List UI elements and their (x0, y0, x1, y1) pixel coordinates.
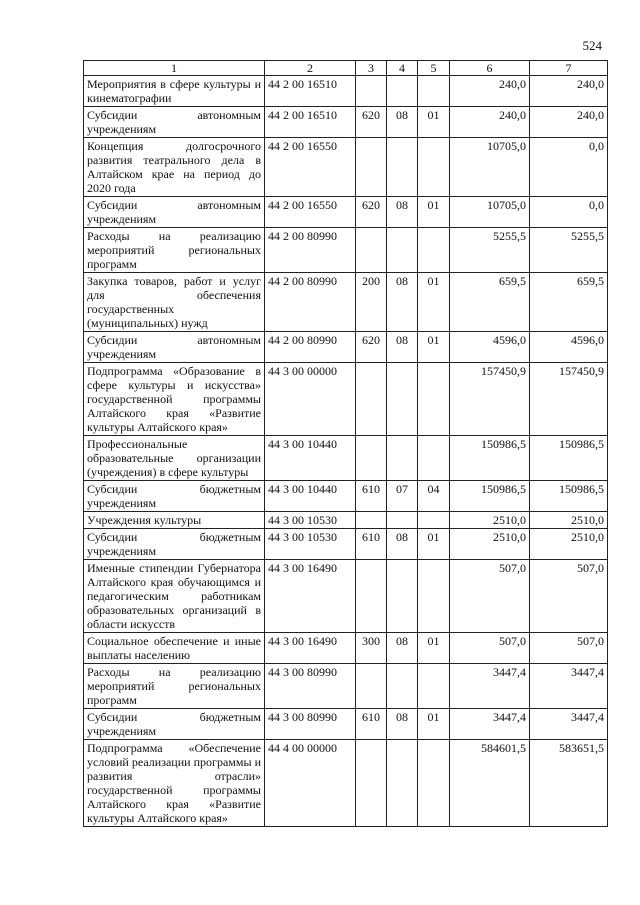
column-header: 6 (450, 61, 530, 76)
section-cell (387, 76, 418, 107)
table-row (84, 332, 608, 363)
amount-year-1-cell: 4596,0 (450, 332, 530, 363)
table-row (84, 512, 608, 529)
section-cell: 08 (387, 529, 418, 560)
amount-year-2-cell: 3447,4 (530, 664, 608, 709)
target-code-cell: 44 2 00 16510 (265, 107, 356, 138)
target-code-cell: 44 3 00 80990 (265, 664, 356, 709)
section-cell: 08 (387, 107, 418, 138)
target-code-cell: 44 4 00 00000 (265, 740, 356, 827)
amount-year-2-cell: 0,0 (530, 197, 608, 228)
row-name-cell: Подпрограмма «Образование в сфере культуры и искусства» государственной программы Алтайского края «Развитие культуры Алтайского края» (84, 363, 265, 436)
expense-type-cell (356, 512, 387, 529)
section-cell: 08 (387, 633, 418, 664)
subsection-cell: 01 (418, 709, 450, 740)
table-row (84, 76, 608, 107)
row-name-cell: Субсидии бюджетным учреждениям (84, 529, 265, 560)
section-cell (387, 436, 418, 481)
amount-year-1-cell: 157450,9 (450, 363, 530, 436)
amount-year-2-cell: 507,0 (530, 633, 608, 664)
amount-year-1-cell: 240,0 (450, 107, 530, 138)
amount-year-1-cell: 5255,5 (450, 228, 530, 273)
column-header: 2 (265, 61, 356, 76)
row-name-cell: Расходы на реализацию мероприятий региональных программ (84, 228, 265, 273)
amount-year-1-cell: 10705,0 (450, 197, 530, 228)
column-header: 4 (387, 61, 418, 76)
subsection-cell: 01 (418, 107, 450, 138)
target-code-cell: 44 2 00 80990 (265, 332, 356, 363)
amount-year-1-cell: 584601,5 (450, 740, 530, 827)
row-name-cell: Субсидии автономным учреждениям (84, 197, 265, 228)
section-cell (387, 560, 418, 633)
amount-year-2-cell: 150986,5 (530, 481, 608, 512)
amount-year-1-cell: 2510,0 (450, 529, 530, 560)
section-cell (387, 664, 418, 709)
expense-type-cell: 300 (356, 633, 387, 664)
amount-year-2-cell: 0,0 (530, 138, 608, 197)
target-code-cell: 44 3 00 16490 (265, 633, 356, 664)
table-row (84, 363, 608, 436)
subsection-cell (418, 228, 450, 273)
section-cell: 08 (387, 709, 418, 740)
subsection-cell: 01 (418, 332, 450, 363)
section-cell (387, 512, 418, 529)
section-cell: 08 (387, 332, 418, 363)
subsection-cell (418, 664, 450, 709)
table-row (84, 633, 608, 664)
amount-year-1-cell: 2510,0 (450, 512, 530, 529)
expense-type-cell: 620 (356, 332, 387, 363)
amount-year-1-cell: 3447,4 (450, 709, 530, 740)
subsection-cell: 01 (418, 633, 450, 664)
amount-year-2-cell: 150986,5 (530, 436, 608, 481)
subsection-cell: 01 (418, 273, 450, 332)
target-code-cell: 44 2 00 16550 (265, 138, 356, 197)
table-row (84, 664, 608, 709)
row-name-cell: Концепция долгосрочного развития театрального дела в Алтайском крае на период до 2020 года (84, 138, 265, 197)
section-cell (387, 740, 418, 827)
subsection-cell: 01 (418, 197, 450, 228)
target-code-cell: 44 3 00 10440 (265, 481, 356, 512)
amount-year-1-cell: 507,0 (450, 560, 530, 633)
expense-type-cell: 610 (356, 481, 387, 512)
subsection-cell (418, 560, 450, 633)
amount-year-1-cell: 10705,0 (450, 138, 530, 197)
section-cell: 08 (387, 197, 418, 228)
amount-year-1-cell: 150986,5 (450, 481, 530, 512)
column-header: 5 (418, 61, 450, 76)
amount-year-1-cell: 659,5 (450, 273, 530, 332)
table-row (84, 560, 608, 633)
expense-type-cell: 200 (356, 273, 387, 332)
expense-type-cell (356, 76, 387, 107)
column-header: 1 (84, 61, 265, 76)
row-name-cell: Субсидии автономным учреждениям (84, 332, 265, 363)
row-name-cell: Мероприятия в сфере культуры и кинематографии (84, 76, 265, 107)
expense-type-cell (356, 436, 387, 481)
table-row (84, 197, 608, 228)
subsection-cell: 04 (418, 481, 450, 512)
expense-type-cell (356, 363, 387, 436)
row-name-cell: Подпрограмма «Обеспечение условий реализации программы и развития отрасли» государственной программы Алтайского края «Развитие культуры Алтайского края» (84, 740, 265, 827)
table-row (84, 436, 608, 481)
table-row (84, 228, 608, 273)
page-number: 524 (582, 38, 602, 53)
amount-year-2-cell: 583651,5 (530, 740, 608, 827)
table-row (84, 138, 608, 197)
target-code-cell: 44 2 00 16510 (265, 76, 356, 107)
target-code-cell: 44 3 00 00000 (265, 363, 356, 436)
table-row (84, 273, 608, 332)
amount-year-1-cell: 150986,5 (450, 436, 530, 481)
amount-year-1-cell: 3447,4 (450, 664, 530, 709)
subsection-cell (418, 363, 450, 436)
section-cell: 08 (387, 273, 418, 332)
expense-type-cell: 610 (356, 529, 387, 560)
section-cell (387, 363, 418, 436)
expense-type-cell (356, 228, 387, 273)
expense-type-cell (356, 740, 387, 827)
table-row (84, 107, 608, 138)
amount-year-1-cell: 240,0 (450, 76, 530, 107)
amount-year-2-cell: 2510,0 (530, 529, 608, 560)
row-name-cell: Профессиональные образовательные организации (учреждения) в сфере культуры (84, 436, 265, 481)
expense-type-cell: 620 (356, 107, 387, 138)
row-name-cell: Субсидии бюджетным учреждениям (84, 709, 265, 740)
amount-year-2-cell: 5255,5 (530, 228, 608, 273)
subsection-cell (418, 436, 450, 481)
target-code-cell: 44 3 00 10440 (265, 436, 356, 481)
budget-table (83, 60, 608, 827)
expense-type-cell (356, 560, 387, 633)
section-cell: 07 (387, 481, 418, 512)
amount-year-2-cell: 4596,0 (530, 332, 608, 363)
subsection-cell (418, 740, 450, 827)
amount-year-2-cell: 157450,9 (530, 363, 608, 436)
expense-type-cell: 620 (356, 197, 387, 228)
target-code-cell: 44 2 00 80990 (265, 273, 356, 332)
table-row (84, 481, 608, 512)
table-header-row (84, 61, 608, 76)
amount-year-2-cell: 659,5 (530, 273, 608, 332)
amount-year-2-cell: 240,0 (530, 76, 608, 107)
row-name-cell: Социальное обеспечение и иные выплаты населению (84, 633, 265, 664)
target-code-cell: 44 3 00 80990 (265, 709, 356, 740)
target-code-cell: 44 2 00 16550 (265, 197, 356, 228)
subsection-cell (418, 76, 450, 107)
expense-type-cell (356, 138, 387, 197)
section-cell (387, 138, 418, 197)
target-code-cell: 44 2 00 80990 (265, 228, 356, 273)
expense-type-cell (356, 664, 387, 709)
subsection-cell (418, 512, 450, 529)
target-code-cell: 44 3 00 10530 (265, 529, 356, 560)
amount-year-1-cell: 507,0 (450, 633, 530, 664)
table-row (84, 709, 608, 740)
amount-year-2-cell: 240,0 (530, 107, 608, 138)
table-row (84, 529, 608, 560)
row-name-cell: Учреждения культуры (84, 512, 265, 529)
row-name-cell: Субсидии автономным учреждениям (84, 107, 265, 138)
row-name-cell: Закупка товаров, работ и услуг для обеспечения государственных (муниципальных) нужд (84, 273, 265, 332)
row-name-cell: Субсидии бюджетным учреждениям (84, 481, 265, 512)
amount-year-2-cell: 2510,0 (530, 512, 608, 529)
section-cell (387, 228, 418, 273)
column-header: 3 (356, 61, 387, 76)
target-code-cell: 44 3 00 16490 (265, 560, 356, 633)
subsection-cell: 01 (418, 529, 450, 560)
column-header: 7 (530, 61, 608, 76)
expense-type-cell: 610 (356, 709, 387, 740)
subsection-cell (418, 138, 450, 197)
amount-year-2-cell: 3447,4 (530, 709, 608, 740)
row-name-cell: Именные стипендии Губернатора Алтайского края обучающимся и педагогическим работникам образовательных организаций в области искусств (84, 560, 265, 633)
target-code-cell: 44 3 00 10530 (265, 512, 356, 529)
row-name-cell: Расходы на реализацию мероприятий региональных программ (84, 664, 265, 709)
amount-year-2-cell: 507,0 (530, 560, 608, 633)
table-row (84, 740, 608, 827)
